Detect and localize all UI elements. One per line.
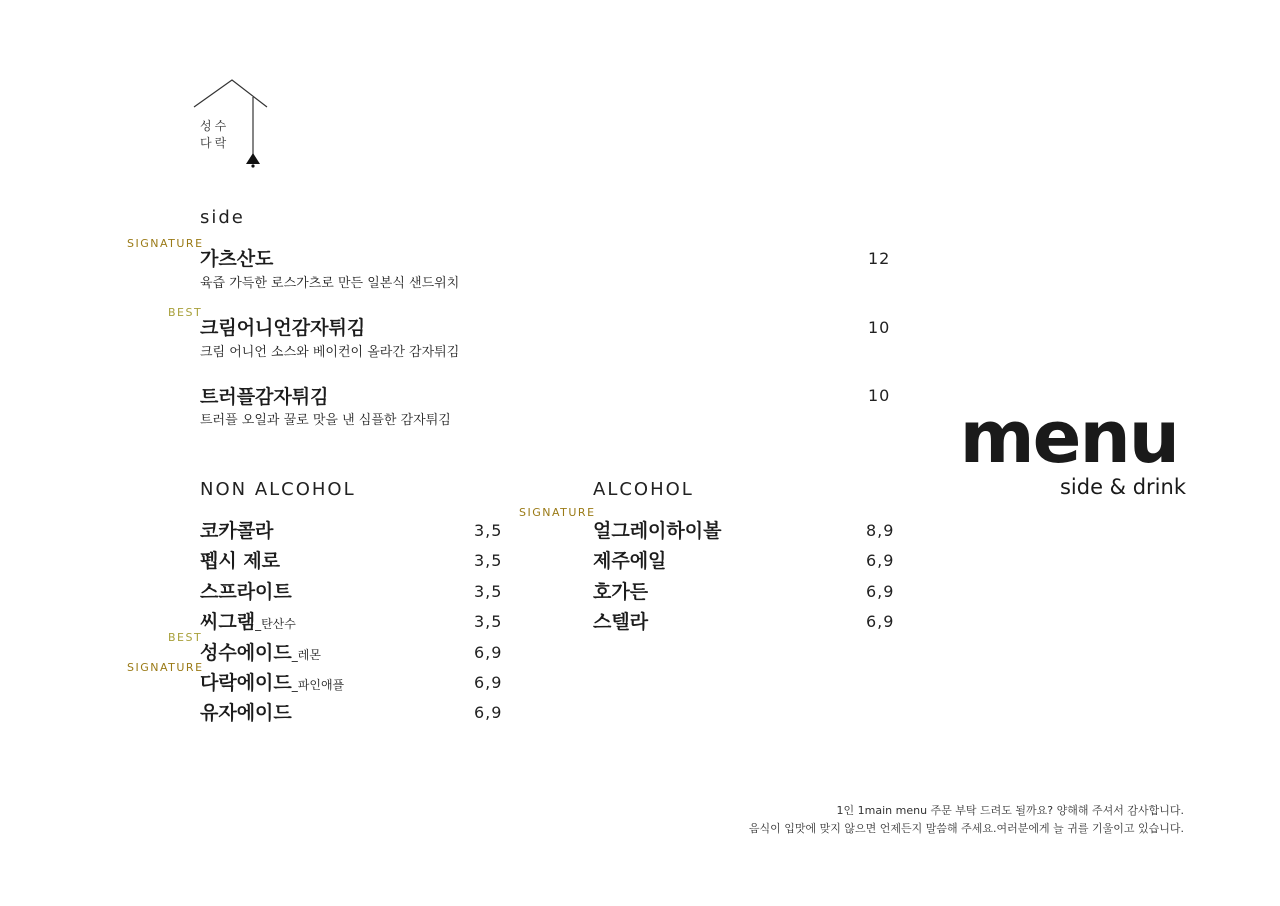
- footer-note-1: 1인 1main menu 주문 부탁 드려도 될까요? 양해해 주셔서 감사합니다.: [836, 804, 1184, 817]
- drink-name: 스텔라: [593, 611, 649, 633]
- drink-subtitle: _파인애플: [291, 678, 345, 692]
- drink-name: 성수에이드: [200, 642, 292, 664]
- drink-price: 6,9: [866, 551, 895, 570]
- drink-name: 씨그램: [200, 611, 256, 633]
- best-tag: BEST: [168, 631, 203, 644]
- drink-item: [200, 638, 321, 665]
- footer-note-2: 음식이 입맛에 맞지 않으면 언제든지 말씀해 주세요.여러분에게 늘 귀를 기울이고 있습니다.: [748, 822, 1184, 835]
- drink-name: 유자에이드: [200, 702, 292, 724]
- menu-title: menu: [959, 395, 1178, 479]
- drink-price: 6,9: [474, 703, 503, 722]
- non-alcohol-title: NON ALCOHOL: [200, 479, 356, 500]
- drink-name: 코카콜라: [200, 520, 274, 542]
- side-item-desc: 크림 어니언 소스와 베이컨이 올라간 감자튀김: [200, 345, 460, 360]
- drink-subtitle: _레몬: [291, 648, 321, 662]
- drink-price: 6,9: [474, 643, 503, 662]
- drink-name: 제주에일: [593, 550, 667, 572]
- drink-item: [200, 546, 280, 573]
- drink-price: 3,5: [474, 551, 503, 570]
- drink-price: 6,9: [474, 673, 503, 692]
- signature-tag: SIGNATURE: [127, 661, 204, 674]
- logo-line-2: 다락: [200, 136, 230, 150]
- signature-tag: SIGNATURE: [127, 237, 204, 250]
- side-item-name: 트러플감자튀김: [200, 386, 329, 408]
- drink-price: 3,5: [474, 521, 503, 540]
- side-item-name: 크림어니언감자튀김: [200, 317, 366, 339]
- best-tag: BEST: [168, 306, 203, 319]
- drink-price: 8,9: [866, 521, 895, 540]
- drink-price: 6,9: [866, 612, 895, 631]
- side-item-price: 10: [868, 318, 891, 337]
- alcohol-title: ALCOHOL: [593, 479, 694, 500]
- side-item-name: 가츠산도: [200, 248, 274, 270]
- drink-item: [200, 698, 292, 725]
- drink-name: 스프라이트: [200, 581, 292, 603]
- side-item-price: 10: [868, 386, 891, 405]
- drink-item: [200, 577, 292, 604]
- side-item-price: 12: [868, 249, 891, 268]
- logo-line-1: 성수: [200, 119, 230, 133]
- signature-tag: SIGNATURE: [519, 506, 596, 519]
- side-section-title: side: [200, 207, 245, 228]
- side-item-desc: 육즙 가득한 로스가츠로 만든 일본식 샌드위치: [200, 276, 460, 291]
- logo-text: [200, 118, 229, 152]
- drink-price: 6,9: [866, 582, 895, 601]
- drink-item: [200, 516, 273, 543]
- drink-name: 펩시 제로: [200, 550, 281, 572]
- drink-name: 다락에이드: [200, 672, 292, 694]
- drink-item: [200, 668, 344, 695]
- drink-item: [200, 607, 296, 634]
- drink-name: 호가든: [593, 581, 649, 603]
- drink-subtitle: _탄산수: [255, 617, 296, 631]
- side-item-desc: 트러플 오일과 꿀로 맛을 낸 심플한 감자튀김: [200, 413, 451, 428]
- menu-subtitle: side & drink: [1059, 475, 1186, 499]
- drink-name: 얼그레이하이볼: [593, 520, 722, 542]
- drink-price: 3,5: [474, 612, 503, 631]
- drink-price: 3,5: [474, 582, 503, 601]
